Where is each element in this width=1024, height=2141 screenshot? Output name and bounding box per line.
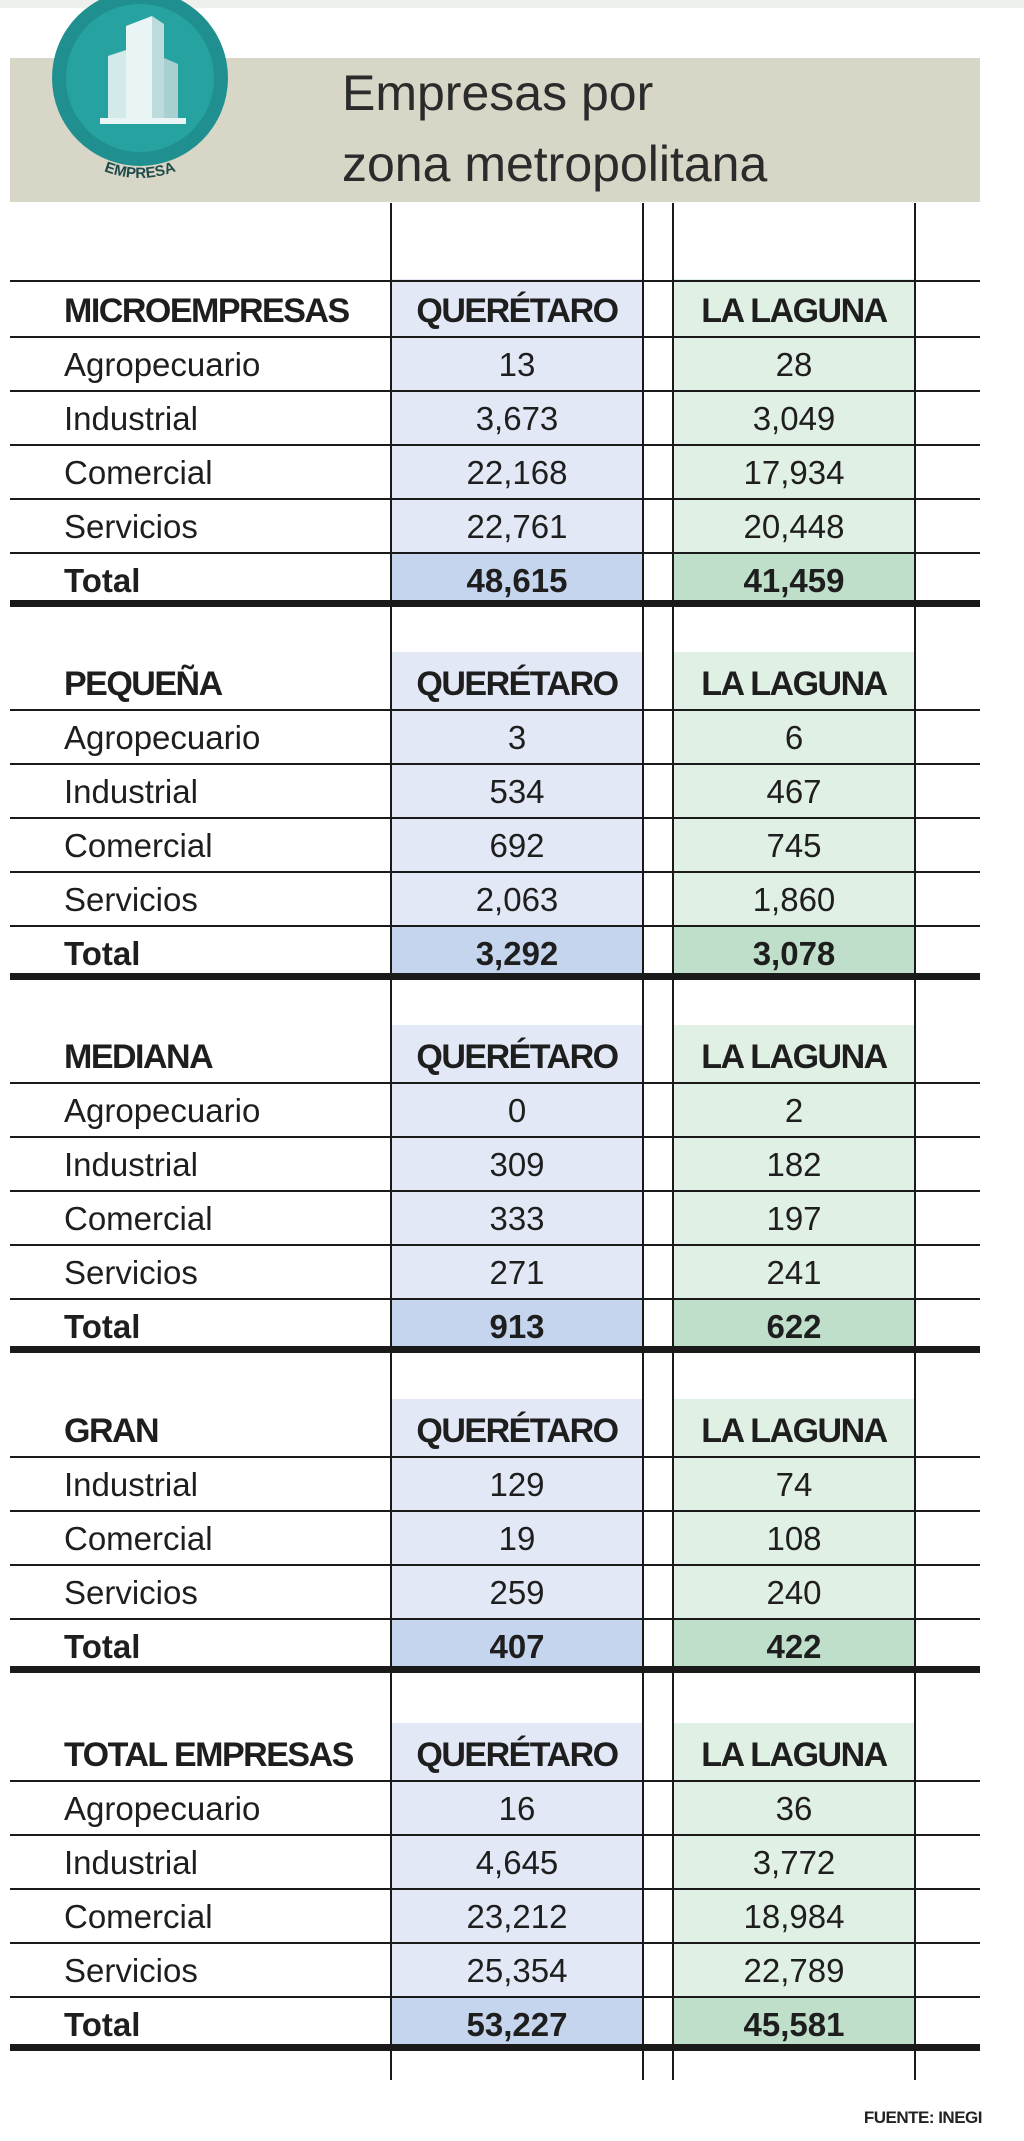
laguna-value: 182 — [766, 1146, 822, 1183]
section-title: GRAN — [64, 1412, 159, 1450]
queretaro-column-header: QUERÉTARO — [416, 292, 618, 330]
row-label: Comercial — [64, 1200, 213, 1237]
row-label: Total — [64, 935, 141, 972]
logo-label: EMPRESA — [102, 158, 178, 183]
section-title: PEQUEÑA — [64, 665, 222, 703]
section-header-row — [0, 1404, 1024, 1458]
queretaro-value: 3 — [507, 719, 527, 756]
laguna-value: 745 — [766, 827, 822, 864]
laguna-value: 20,448 — [743, 508, 845, 545]
table-row — [0, 1782, 1024, 1836]
laguna-value: 3,078 — [752, 935, 836, 972]
section-header-row — [0, 1030, 1024, 1084]
laguna-value: 17,934 — [743, 454, 845, 491]
section-divider — [10, 600, 980, 607]
row-label: Total — [64, 562, 141, 599]
row-divider — [10, 280, 980, 282]
title-line-1: Empresas por — [342, 65, 654, 121]
table-row — [0, 1566, 1024, 1620]
row-label: Comercial — [64, 827, 213, 864]
laguna-value: 467 — [766, 773, 822, 810]
queretaro-value: 22,168 — [466, 454, 568, 491]
table-row — [0, 1192, 1024, 1246]
laguna-value: 1,860 — [752, 881, 836, 918]
section-header-row — [0, 657, 1024, 711]
queretaro-value: 4,645 — [475, 1844, 559, 1881]
queretaro-value: 19 — [498, 1520, 536, 1557]
section-title: MICROEMPRESAS — [64, 292, 349, 330]
row-label: Total — [64, 2006, 141, 2043]
queretaro-value: 22,761 — [466, 508, 568, 545]
table-row — [0, 1246, 1024, 1300]
row-label: Servicios — [64, 881, 198, 918]
queretaro-column-header: QUERÉTARO — [416, 1038, 618, 1076]
row-label: Comercial — [64, 1520, 213, 1557]
table-row — [0, 765, 1024, 819]
row-label: Industrial — [64, 400, 198, 437]
queretaro-value: 3,292 — [475, 935, 559, 972]
queretaro-value: 129 — [489, 1466, 545, 1503]
queretaro-column-header: QUERÉTARO — [416, 1736, 618, 1774]
table-row — [0, 1944, 1024, 1998]
laguna-value: 45,581 — [743, 2006, 845, 2043]
laguna-column-header: LA LAGUNA — [701, 1412, 887, 1450]
table-row — [0, 1138, 1024, 1192]
row-label: Industrial — [64, 1146, 198, 1183]
table-row — [0, 1836, 1024, 1890]
laguna-value: 622 — [766, 1308, 822, 1345]
row-label: Total — [64, 1628, 141, 1665]
table-row — [0, 873, 1024, 927]
queretaro-value: 692 — [489, 827, 545, 864]
row-label: Total — [64, 1308, 141, 1345]
section-divider — [10, 973, 980, 980]
laguna-column-header: LA LAGUNA — [701, 292, 887, 330]
queretaro-value: 2,063 — [475, 881, 559, 918]
title-line-2: zona metropolitana — [342, 136, 768, 192]
laguna-value: 240 — [766, 1574, 822, 1611]
queretaro-value: 48,615 — [466, 562, 568, 599]
laguna-value: 36 — [775, 1790, 813, 1827]
queretaro-value: 309 — [489, 1146, 545, 1183]
laguna-value: 28 — [775, 346, 813, 383]
row-label: Servicios — [64, 1574, 198, 1611]
laguna-value: 6 — [784, 719, 804, 756]
table-row — [0, 1890, 1024, 1944]
queretaro-value: 534 — [489, 773, 545, 810]
table-row — [0, 392, 1024, 446]
queretaro-value: 23,212 — [466, 1898, 568, 1935]
table-row — [0, 500, 1024, 554]
laguna-value: 108 — [766, 1520, 822, 1557]
queretaro-value: 333 — [489, 1200, 545, 1237]
queretaro-column-header: QUERÉTARO — [416, 1412, 618, 1450]
queretaro-value: 271 — [489, 1254, 545, 1291]
table-row — [0, 819, 1024, 873]
laguna-value: 22,789 — [743, 1952, 845, 1989]
row-label: Comercial — [64, 454, 213, 491]
section-divider — [10, 1346, 980, 1353]
queretaro-value: 53,227 — [466, 2006, 568, 2043]
table-row — [0, 1512, 1024, 1566]
laguna-value: 241 — [766, 1254, 822, 1291]
queretaro-value: 25,354 — [466, 1952, 568, 1989]
table-row — [0, 446, 1024, 500]
table-row — [0, 338, 1024, 392]
row-label: Servicios — [64, 1254, 198, 1291]
laguna-value: 18,984 — [743, 1898, 845, 1935]
section-title: MEDIANA — [64, 1038, 213, 1076]
queretaro-value: 0 — [507, 1092, 527, 1129]
row-label: Agropecuario — [64, 719, 261, 756]
row-label: Agropecuario — [64, 346, 261, 383]
source-note: FUENTE: INEGI — [863, 2108, 982, 2127]
laguna-column-header: LA LAGUNA — [701, 665, 887, 703]
section-header-row — [0, 1728, 1024, 1782]
row-label: Industrial — [64, 773, 198, 810]
row-label: Servicios — [64, 508, 198, 545]
laguna-value: 422 — [766, 1628, 822, 1665]
queretaro-value: 13 — [498, 346, 536, 383]
laguna-column-header: LA LAGUNA — [701, 1736, 887, 1774]
queretaro-value: 407 — [489, 1628, 545, 1665]
queretaro-value: 259 — [489, 1574, 545, 1611]
queretaro-column-header: QUERÉTARO — [416, 665, 618, 703]
table-row — [0, 711, 1024, 765]
row-label: Servicios — [64, 1952, 198, 1989]
table-row — [0, 1084, 1024, 1138]
section-divider — [10, 2044, 980, 2051]
row-label: Industrial — [64, 1844, 198, 1881]
laguna-value: 41,459 — [743, 562, 845, 599]
section-divider — [10, 1666, 980, 1673]
laguna-value: 3,049 — [752, 400, 836, 437]
table-row — [0, 1458, 1024, 1512]
laguna-value: 74 — [775, 1466, 813, 1503]
row-label: Comercial — [64, 1898, 213, 1935]
section-header-row — [0, 284, 1024, 338]
queretaro-value: 913 — [489, 1308, 545, 1345]
laguna-value: 197 — [766, 1200, 822, 1237]
laguna-value: 3,772 — [752, 1844, 836, 1881]
laguna-value: 2 — [784, 1092, 804, 1129]
row-label: Industrial — [64, 1466, 198, 1503]
row-label: Agropecuario — [64, 1092, 261, 1129]
laguna-column-header: LA LAGUNA — [701, 1038, 887, 1076]
row-label: Agropecuario — [64, 1790, 261, 1827]
section-title: TOTAL EMPRESAS — [64, 1736, 353, 1774]
queretaro-value: 3,673 — [475, 400, 559, 437]
queretaro-value: 16 — [498, 1790, 536, 1827]
